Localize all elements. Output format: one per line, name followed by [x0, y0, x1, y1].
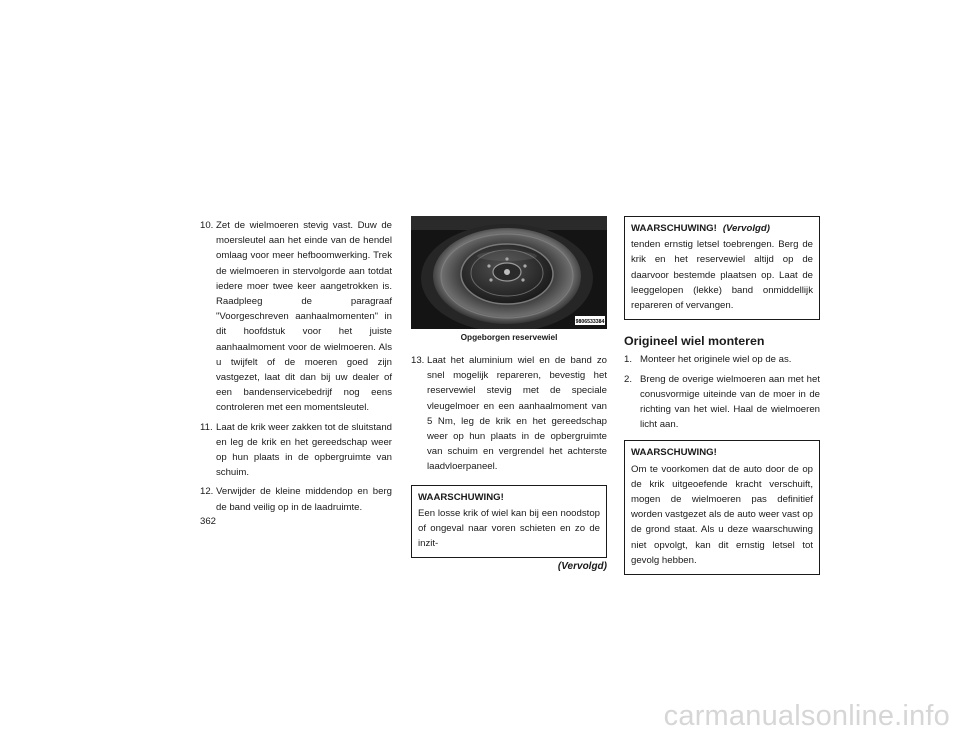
watermark: carmanualsonline.info: [663, 700, 950, 732]
list-item-text: Zet de wielmoeren stevig vast. Duw de moersleutel aan het einde van de hendel omlaag voor meer hefboomwerking. Trek de wielmoeren in stervolgorde aan totdat iedere moer twee keer aangetrokken is. Raadpleeg de paragraaf "Voorgeschreven aanhaalmomenten" in dit hoofdstuk voor het juiste aanhaalmoment voor de wielmoeren. Als u twijfelt of de moeren goed zijn vastgezet, laat dit dan bij uw dealer of een bandenservicebedrijf nog eens controleren met een momentsleutel.: [216, 220, 392, 414]
warning-text: tenden ernstig letsel toebrengen. Berg de krik en het reservewiel altijd op de daarvoor bestemde plaatsen op. Laat de leeggelopen (lekke) band onmiddellijk repareren of vervangen.: [631, 239, 813, 312]
list-item-text: Verwijder de kleine middendop en berg de band veilig op in de laadruimte.: [216, 486, 392, 513]
list-item: [200, 484, 392, 514]
warning-title: WAARSCHUWING!: [631, 223, 717, 234]
list-item: [200, 420, 392, 481]
list-item-number: 2.: [624, 373, 633, 385]
list-item: [624, 352, 820, 367]
list-item-text: Monteer het originele wiel op de as.: [640, 354, 792, 366]
spare-wheel-photo: [411, 216, 607, 329]
list-item: [624, 372, 820, 433]
warning-text: Om te voorkomen dat de auto door de op de krik uitgeoefende kracht verschuift, mogen de wielmoeren pas definitief worden vastgezet als de auto weer vast op de grond staat. Als u deze waarschuwing niet opvolgt, kan dit ernstig letsel tot gevolg hebben.: [631, 463, 813, 566]
list-item: [411, 353, 607, 475]
warning-title: WAARSCHUWING!: [418, 491, 504, 503]
continued-note: (Vervolgd): [557, 561, 607, 573]
warning-continued-label: (Vervolgd): [722, 223, 770, 234]
warning-title: WAARSCHUWING!: [631, 447, 717, 459]
column-left: [200, 218, 392, 519]
list-item-number: 1.: [624, 354, 633, 366]
list-item-text: Laat de krik weer zakken tot de sluitstand en leg de krik en het gereedschap weer op hun plaats in de opbergruimte van schuim.: [216, 421, 392, 479]
column-middle: [411, 216, 607, 575]
list-item-number: 11.: [200, 421, 213, 433]
list-item: [200, 218, 392, 416]
list-item-number: 13.: [411, 355, 425, 366]
figure-caption: Opgeborgen reservewiel: [460, 332, 558, 342]
warning-box: [624, 440, 820, 575]
column-right: [624, 216, 820, 575]
warning-text: Een losse krik of wiel kan bij een noodstop of ongeval naar voren schieten en zo de inzit-: [418, 507, 600, 550]
list-item-text: Laat het aluminium wiel en de band zo snel mogelijk repareren, bevestig het reservewiel stevig met de speciale vleugelmoer en een aanhaalmoment van 5 Nm, leg de krik en het gereedschap weer op hun plaats in de opbergruimte van schuim en vergrendel het achterste laadvloerpaneel.: [427, 355, 607, 473]
warning-box: [411, 485, 607, 559]
page-number: 362: [200, 516, 217, 527]
warning-box-continued: [624, 216, 820, 320]
list-item-number: 10.: [200, 220, 214, 231]
section-title: Origineel wiel monteren: [624, 334, 765, 349]
list-item-text: Breng de overige wielmoeren aan met het conusvormige uiteinde van de moer in de richting van het wiel. Haal de wielmoeren licht aan.: [640, 373, 820, 431]
spare-wheel-illustration: [411, 216, 607, 329]
figure-code: 9806533384: [575, 319, 605, 325]
list-item-number: 12.: [200, 486, 214, 498]
